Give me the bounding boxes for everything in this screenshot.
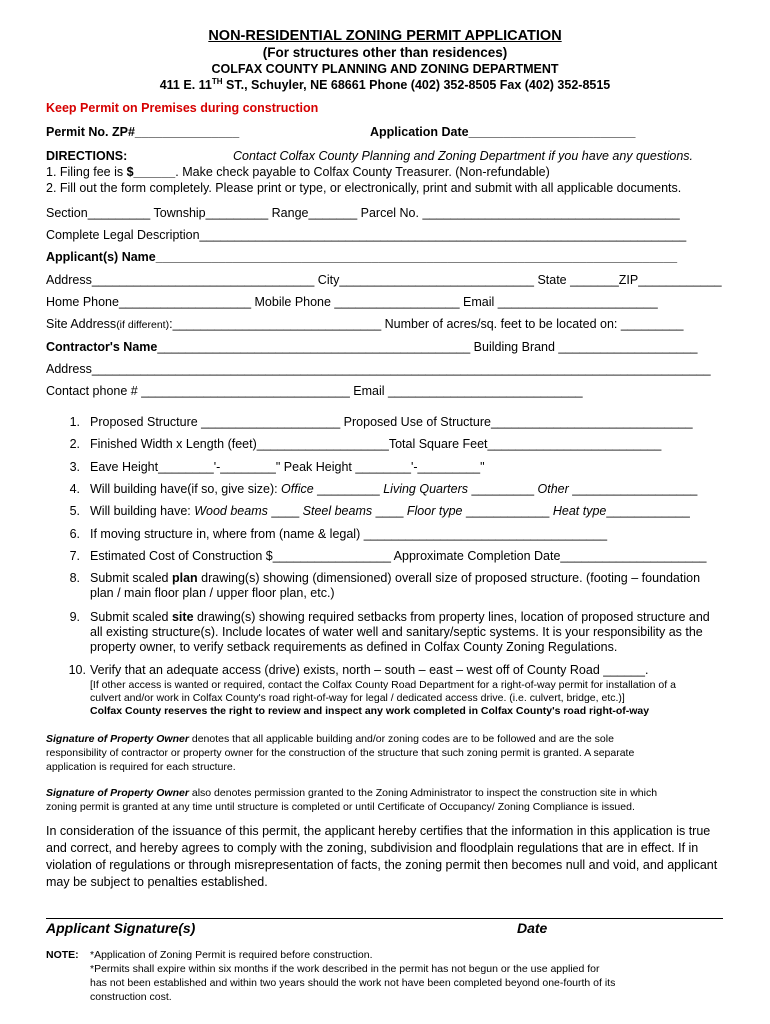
item-dimensions[interactable]: Finished Width x Length (feet)___________________Total Square Feet_________________________ — [90, 437, 662, 451]
form-subtitle: (For structures other than residences) — [262, 45, 508, 60]
keep-permit-notice: Keep Permit on Premises during construction — [46, 101, 319, 115]
certification-line-2: and correct, and hereby agrees to comply with the zoning, subdivision and floodplain regulations that are in effect. If in — [46, 841, 699, 855]
item-plan-drawing: Submit scaled plan drawing(s) showing (dimensioned) overall size of proposed structure. (footing – foundation — [90, 571, 701, 585]
item-site-drawing-line-2: all existing structure(s). Include locates of water well and sanitary/septic systems. It is your responsibility as the — [90, 625, 703, 639]
directions-contact: Contact Colfax County Planning and Zoning Department if you have any questions. — [233, 149, 693, 163]
note-line-4: construction cost. — [90, 991, 172, 1003]
item-number: 4. — [69, 482, 80, 496]
note-label: NOTE: — [46, 949, 79, 961]
phone-email-row[interactable]: Home Phone___________________ Mobile Phone __________________ Email _______________________ — [46, 295, 658, 309]
item-proposed-structure[interactable]: Proposed Structure ____________________ Proposed Use of Structure_____________________________ — [90, 415, 693, 429]
directions-line-1: 1. Filing fee is $______. Make check payable to Colfax County Treasurer. (Non-refundable) — [46, 165, 550, 179]
item-number: 3. — [69, 460, 80, 474]
filing-fee-field[interactable]: $______ — [126, 165, 176, 179]
item-number: 9. — [69, 610, 80, 624]
signature-note-2-line-2: zoning permit is granted at any time until structure is completed or until Certificate of Occupancy/ Zoning Compliance is issued. — [46, 801, 635, 813]
certification-line-4: may be subject to penalties established. — [46, 875, 268, 889]
item-building-uses[interactable]: Will building have(if so, give size): Office _________ Living Quarters _________ Other __________________ — [90, 482, 698, 496]
item-plan-drawing-line-2: plan / main floor plan / upper floor plan, etc.) — [90, 586, 335, 600]
item-building-construction[interactable]: Will building have: Wood beams ____ Steel beams ____ Floor type ____________ Heat type____________ — [90, 504, 690, 518]
item-moving-structure[interactable]: If moving structure in, where from (name & legal) ___________________________________ — [90, 527, 608, 541]
permit-number-field[interactable]: Permit No. ZP#_______________ — [46, 125, 240, 139]
item-heights[interactable]: Eave Height________'-________" Peak Height ________'-_________" — [90, 460, 485, 474]
note-line-3: has not been established and within two years should the work not have been completed beyond one-fourth of its — [90, 977, 616, 989]
applicant-address-row[interactable]: Address________________________________ City____________________________ State _______ZIP____________ — [46, 273, 722, 287]
section-township-range-parcel-row[interactable]: Section_________ Township_________ Range_______ Parcel No. _____________________________________ — [46, 206, 680, 220]
access-note-line-3: Colfax County reserves the right to review and inspect any work completed in Colfax County's road right-of-way — [90, 705, 650, 717]
contractor-address-field[interactable]: Address_________________________________________________________________________________________ — [46, 362, 711, 376]
item-number: 5. — [69, 504, 80, 518]
access-note-line-1: [If other access is wanted or required, contact the Colfax County Road Department for a right-of-way permit for installation of a — [90, 679, 676, 691]
signature-note-1-line-2: responsibility of contractor or property owner for the construction of the structure that such zoning permit is granted. A separate — [46, 747, 635, 759]
department-address: 411 E. 11TH ST., Schuyler, NE 68661 Phone (402) 352-8505 Fax (402) 352-8515 — [159, 77, 611, 93]
site-address-row[interactable]: Site Address(if different):______________________________ Number of acres/sq. feet to be located on: _________ — [46, 317, 684, 331]
access-note-line-2: culvert and/or work in Colfax County's road right-of-way for legal / dedicated access drive. (i.e. culvert, bridge, etc.)] — [90, 692, 625, 704]
contractor-row[interactable]: Contractor's Name_____________________________________________ Building Brand ____________________ — [46, 340, 698, 354]
application-date-field[interactable]: Application Date________________________ — [370, 125, 636, 139]
item-number: 6. — [69, 527, 80, 541]
item-site-drawing-line-3: property owner, to verify setback requirements as defined in Colfax County Zoning Regulations. — [90, 640, 618, 654]
signature-note-1-line-3: application is required for each structure. — [46, 761, 236, 773]
item-number: 8. — [69, 571, 80, 585]
applicant-name-field[interactable]: Applicant(s) Name___________________________________________________________________________ — [46, 250, 678, 264]
item-number: 1. — [69, 415, 80, 429]
legal-description-field[interactable]: Complete Legal Description______________________________________________________________________ — [46, 228, 687, 242]
note-line-2: *Permits shall expire within six months if the work described in the permit has not begun or the use applied for — [90, 963, 600, 975]
item-number: 7. — [69, 549, 80, 563]
department-name: COLFAX COUNTY PLANNING AND ZONING DEPARTMENT — [211, 62, 559, 76]
form-title: NON-RESIDENTIAL ZONING PERMIT APPLICATION — [208, 28, 562, 44]
item-site-drawing: Submit scaled site drawing(s) showing required setbacks from property lines, location of proposed structure and — [90, 610, 710, 624]
note-line-1: *Application of Zoning Permit is required before construction. — [90, 949, 373, 961]
date-label: Date — [517, 920, 548, 936]
item-access-drive[interactable]: Verify that an adequate access (drive) exists, north – south – east – west off of County Road ______. — [90, 663, 649, 677]
signature-line[interactable] — [46, 918, 723, 919]
contact-phone-email-row[interactable]: Contact phone # ______________________________ Email ____________________________ — [46, 384, 583, 398]
certification-line-3: violation of regulations or through misrepresentation of facts, the zoning permit then becomes null and void, and applicant — [46, 858, 718, 872]
item-cost-completion[interactable]: Estimated Cost of Construction $_________________ Approximate Completion Date_____________________ — [90, 549, 707, 563]
item-number: 2. — [69, 437, 80, 451]
directions-label: DIRECTIONS: — [46, 149, 128, 163]
certification-line-1: In consideration of the issuance of this permit, the applicant hereby certifies that the information in this application is true — [46, 824, 711, 838]
signature-note-2-line-1: Signature of Property Owner also denotes permission granted to the Zoning Administrator to inspect the construction site in which — [46, 787, 658, 799]
item-number: 10. — [68, 663, 86, 677]
directions-line-2: 2. Fill out the form completely. Please print or type, or electronically, print and submit with all applicable documents. — [46, 181, 682, 195]
applicant-signature-label: Applicant Signature(s) — [46, 920, 196, 936]
signature-note-1-line-1: Signature of Property Owner denotes that all applicable building and/or zoning codes are to be followed and are the sole — [46, 733, 614, 745]
